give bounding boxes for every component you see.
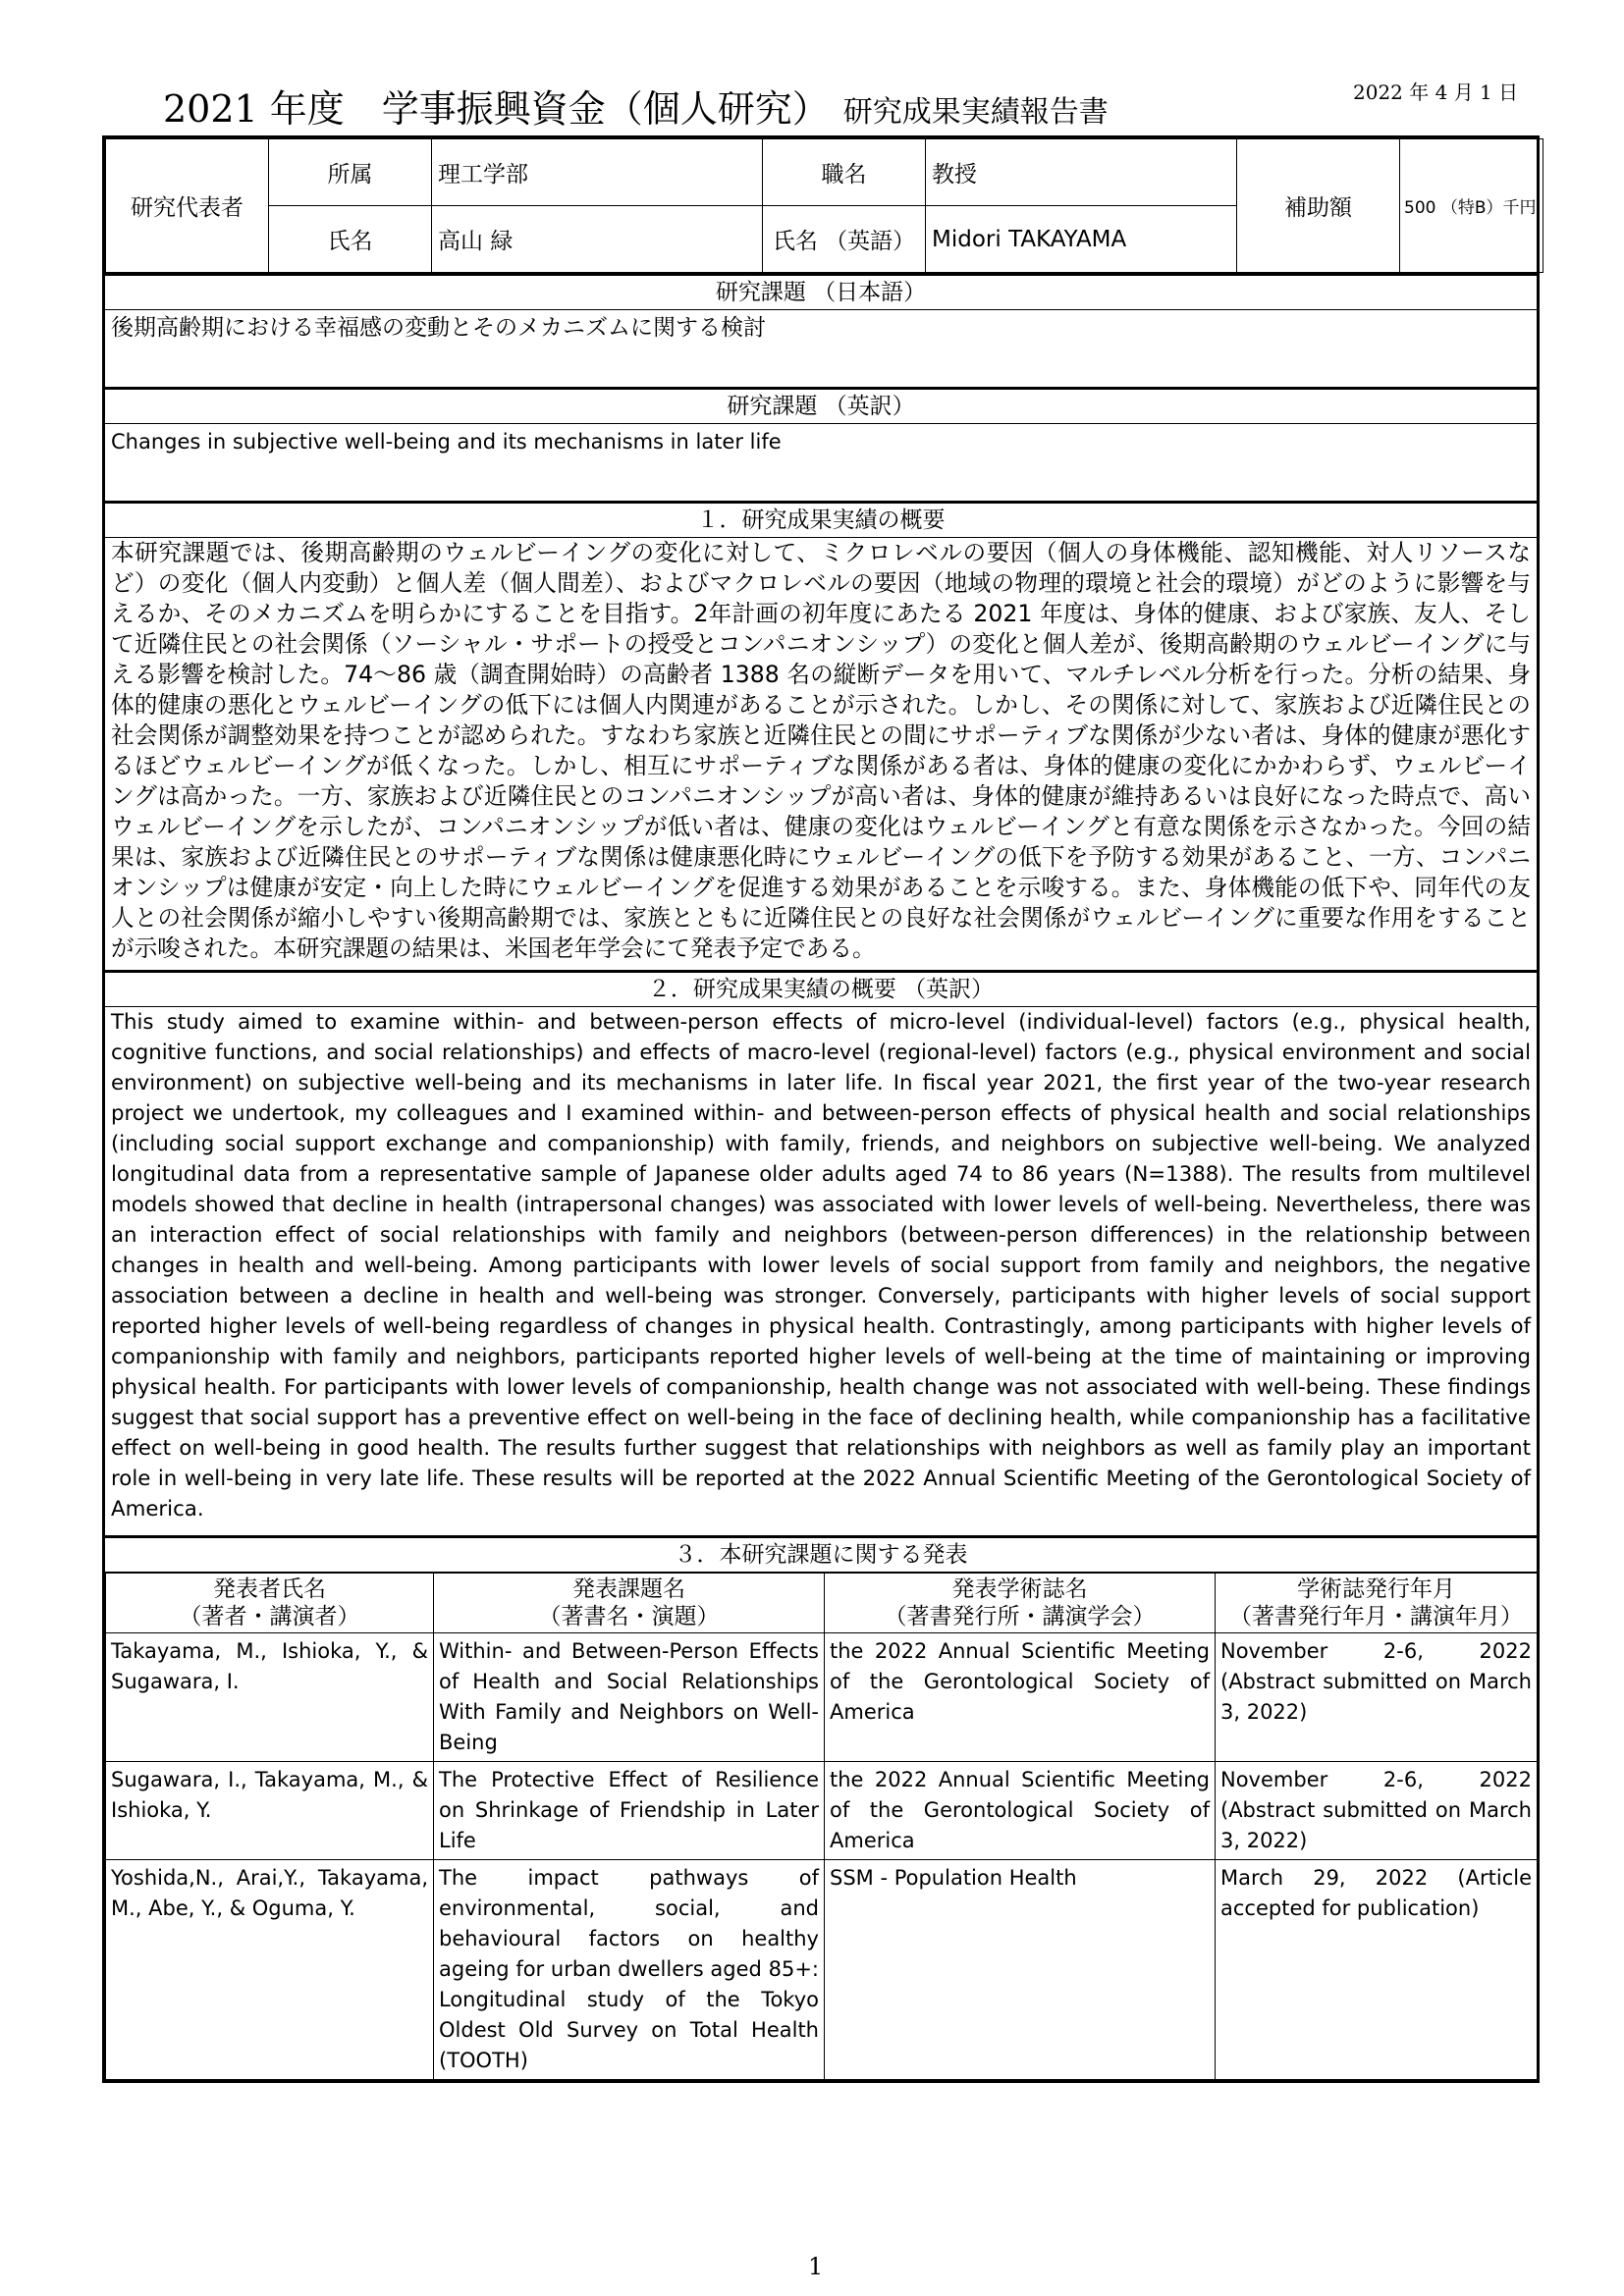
- page-number: 1: [808, 2253, 824, 2280]
- summary-en-section: [105, 970, 1537, 1535]
- header-line: （著者・講演者）: [179, 1604, 360, 1629]
- topic-en-text: Changes in subjective well-being and its mechanisms in later life: [111, 430, 782, 454]
- name-label: 氏名: [269, 206, 432, 273]
- publication-authors: Yoshida,N., Arai,Y., Takayama, M., Abe, Y., & Oguma, Y.: [106, 1860, 434, 2080]
- publication-authors: Sugawara, I., Takayama, M., & Ishioka, Y.: [106, 1762, 434, 1860]
- header-line: 発表学術誌名: [951, 1576, 1088, 1602]
- table-row: [106, 1860, 1538, 2080]
- position-value: 教授: [926, 139, 1237, 206]
- column-header-venue: [825, 1574, 1216, 1633]
- topic-en-section: [105, 387, 1537, 501]
- representative-label: 研究代表者: [106, 139, 269, 273]
- summary-jp-section: [105, 501, 1537, 970]
- grant-label: 補助額: [1237, 139, 1400, 273]
- header-line: （著書名・演題）: [538, 1604, 720, 1629]
- publication-venue: the 2022 Annual Scientific Meeting of the Gerontological Society of America: [825, 1762, 1216, 1860]
- publication-venue: the 2022 Annual Scientific Meeting of the Gerontological Society of America: [825, 1633, 1216, 1762]
- position-label: 職名: [763, 139, 926, 206]
- summary-jp-text: 本研究課題では、後期高齢期のウェルビーイングの変化に対して、ミクロレベルの要因（個人の身体機能、認知機能、対人リソースなど）の変化（個人内変動）と個人差（個人間差）、およびマクロレベルの要因（地域の物理的環境と社会的環境）がどのように影響を与えるか、そのメカニズムを明らかにすることを目指す。2年計画の初年度にあたる 2021 年度は、身体的健康、および家族、友人、そして近隣住民との社会関係（ソーシャル・サポートの授受とコンパニオンシップ）の変化と個人差が、後期高齢期のウェルビーイングに与える影響を検討した。74～86 歳（調査開始時）の高齢者 1388 名の縦断データを用いて、マルチレベル分析を行った。分析の結果、身体的健康の悪化とウェルビーイングの低下には個人内関連があることが示された。しかし、その関係に対して、家族および近隣住民との社会関係が調整効果を持つことが認められた。すなわち家族と近隣住民との間にサポーティブな関係が少ない者は、身体的健康が悪化するほどウェルビーイングが低くなった。しかし、相互にサポーティブな関係がある者は、身体的健康の変化にかかわらず、ウェルビーイングは高かった。一方、家族および近隣住民とのコンパニオンシップが高い者は、身体的健康が維持あるいは良好になった時点で、高いウェルビーイングを示したが、コンパニオンシップが低い者は、健康の変化はウェルビーイングと有意な関係を示さなかった。今回の結果は、家族および近隣住民とのサポーティブな関係は健康悪化時にウェルビーイングの低下を予防する効果があること、一方、コンパニオンシップは健康が安定・向上した時にウェルビーイングを促進する効果があることを示唆する。また、身体機能の低下や、同年代の友人との社会関係が縮小しやすい後期高齢期では、家族とともに近隣住民との良好な社会関係がウェルビーイングに重要な作用をすることが示唆された。本研究課題の結果は、米国老年学会にて発表予定である。: [111, 539, 1531, 962]
- grant-value: 500 （特B）千円: [1400, 139, 1543, 273]
- title-sub: 研究成果実績報告書: [842, 95, 1109, 130]
- summary-en-heading: ２．研究成果実績の概要 （英訳）: [105, 973, 1537, 1007]
- representative-info-table: [105, 138, 1543, 273]
- summary-en-text: This study aimed to examine within- and between-person effects of micro-level (individual-level) factors (e.g., physical health, cognitive functions, and social relationships) and effects of macro-level (regional-level) factors (e.g., physical environment and social environment) on subjective well-being and its mechanisms in later life. In fiscal year 2021, the first year of the two-year research project we undertook, my colleagues and I examined within- and between-person effects of physical health and social relationships (including social support exchange and companionship) with family, friends, and neighbors on subjective well-being. We analyzed longitudinal data from a representative sample of Japanese older adults aged 74 to 86 years (N=1388). The results from multilevel models showed that decline in health (intrapersonal changes) was associated with lower levels of well-being. Nevertheless, there was an interaction effect of social relationships with family and neighbors (between-person differences) in the relationship between changes in health and well-being. Among participants with lower levels of social support from family and neighbors, the negative association between a decline in health and well-being was stronger. Conversely, participants with higher levels of social support reported higher levels of well-being regardless of changes in physical health. Contrastingly, among participants with higher levels of companionship with family and neighbors, participants reported higher levels of well-being at the time of maintaining or improving physical health. For participants with lower levels of companionship, health change was not associated with well-being. These findings suggest that social support has a preventive effect on well-being in the face of declining health, while companionship has a facilitative effect on well-being in good health. The results further suggest that relationships with neighbors as well as family play an important role in well-being in very late life. These results will be reported at the 2022 Annual Scientific Meeting of the Gerontological Society of America.: [111, 1010, 1531, 1522]
- column-header-authors: [106, 1574, 434, 1633]
- publication-date: March 29, 2022 (Article accepted for publication): [1216, 1860, 1538, 2080]
- header-line: 発表者氏名: [213, 1576, 326, 1602]
- column-header-title: [434, 1574, 825, 1633]
- header-line: 発表課題名: [572, 1576, 685, 1602]
- topic-en-heading: 研究課題 （英訳）: [105, 390, 1537, 424]
- name-en-value: Midori TAKAYAMA: [926, 206, 1237, 273]
- publication-authors: Takayama, M., Ishioka, Y., & Sugawara, I.: [106, 1633, 434, 1762]
- publications-heading: ３．本研究課題に関する発表: [105, 1538, 1537, 1573]
- table-row: [106, 1762, 1538, 1860]
- name-value: 高山 緑: [432, 206, 763, 273]
- table-row: [106, 1633, 1538, 1762]
- publication-title: The impact pathways of environmental, social, and behavioural factors on healthy ageing for urban dwellers aged 85+: Longitudinal study of the Tokyo Oldest Old Survey on Total Health (TOOTH): [434, 1860, 825, 2080]
- publications-header-row: [106, 1574, 1538, 1633]
- header-line: （著書発行年月・講演年月）: [1229, 1604, 1523, 1629]
- report-form: [102, 135, 1540, 2083]
- topic-jp-heading: 研究課題 （日本語）: [105, 276, 1537, 310]
- header-line: 学術誌発行年月: [1297, 1576, 1455, 1602]
- publication-venue: SSM - Population Health: [825, 1860, 1216, 2080]
- publication-title: The Protective Effect of Resilience on Shrinkage of Friendship in Later Life: [434, 1762, 825, 1860]
- page-title: [163, 79, 1109, 133]
- publications-table: [105, 1573, 1538, 2080]
- name-en-label: 氏名 （英語）: [763, 206, 926, 273]
- publication-date: November 2-6, 2022 (Abstract submitted on March 3, 2022): [1216, 1762, 1538, 1860]
- topic-jp-text: 後期高齢期における幸福感の変動とそのメカニズムに関する検討: [111, 315, 766, 341]
- column-header-date: [1216, 1574, 1538, 1633]
- header-line: （著書発行所・講演学会）: [884, 1604, 1156, 1629]
- title-main: 2021 年度 学事振興資金（個人研究）: [163, 87, 830, 131]
- affiliation-value: 理工学部: [432, 139, 763, 206]
- publication-title: Within- and Between-Person Effects of Health and Social Relationships With Family and Neighbors on Well-Being: [434, 1633, 825, 1762]
- topic-jp-section: [105, 273, 1537, 387]
- summary-jp-heading: １．研究成果実績の概要: [105, 504, 1537, 538]
- publications-section: [105, 1535, 1537, 2080]
- affiliation-label: 所属: [269, 139, 432, 206]
- publication-date: November 2-6, 2022 (Abstract submitted on March 3, 2022): [1216, 1633, 1538, 1762]
- report-date: 2022 年 4 月 1 日: [1353, 80, 1519, 104]
